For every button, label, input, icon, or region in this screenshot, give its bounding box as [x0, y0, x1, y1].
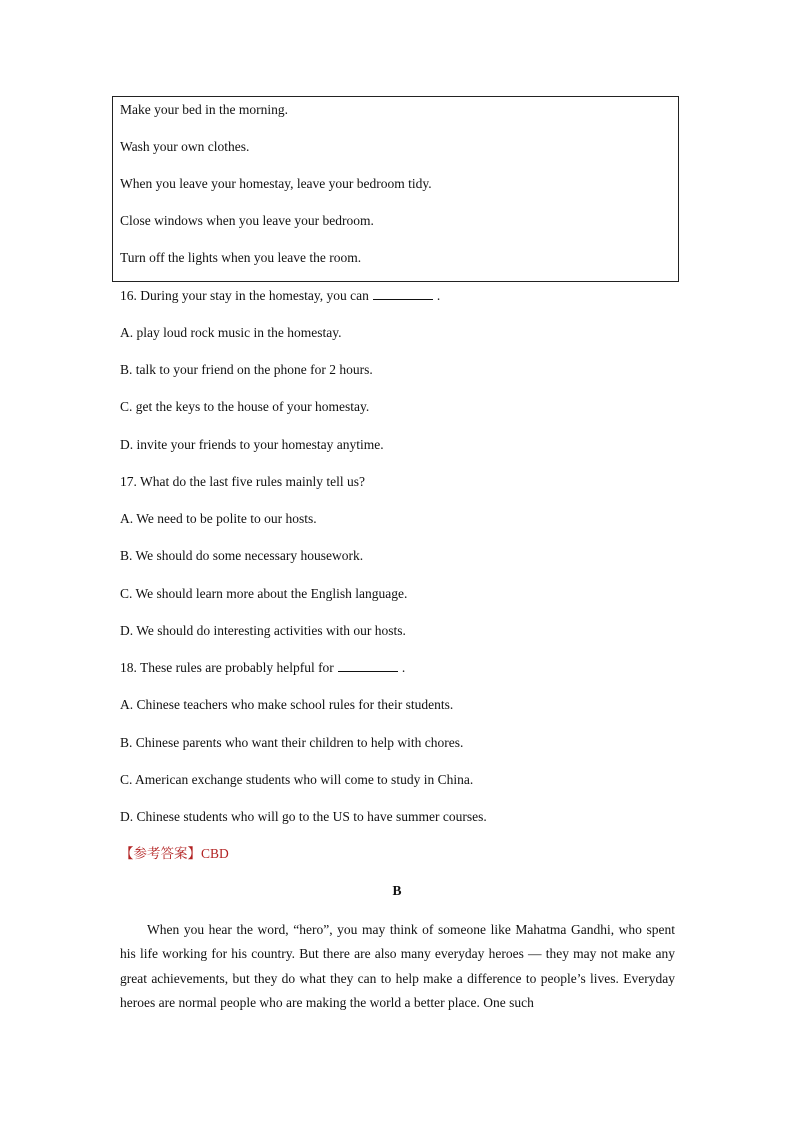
question-17: 17. What do the last five rules mainly tell us?: [120, 474, 365, 489]
q16-option-c: C. get the keys to the house of your homestay.: [120, 399, 370, 414]
question-16: [120, 287, 440, 305]
q18-option-d: D. Chinese students who will go to the US to have summer courses.: [120, 809, 487, 824]
rules-box: [112, 96, 679, 282]
section-title: B: [392, 883, 402, 898]
question-18: [120, 659, 405, 677]
q18-option-b: B. Chinese parents who want their children to help with chores.: [120, 735, 464, 750]
q16-option-b: B. talk to your friend on the phone for 2 hours.: [120, 362, 373, 377]
question-16-end: .: [436, 288, 441, 303]
q18-option-c: C. American exchange students who will come to study in China.: [120, 772, 474, 787]
answer-blank: [338, 659, 398, 672]
q17-option-a: A. We need to be polite to our hosts.: [120, 511, 317, 526]
rule-1: Make your bed in the morning.: [120, 102, 288, 117]
rule-5: Turn off the lights when you leave the room.: [120, 250, 362, 265]
passage-paragraph: When you hear the word, “hero”, you may think of someone like Mahatma Gandhi, who spent his life working for his country. But there are also many everyday heroes — they may not make any great achievements, but they do what they can to help make a difference to people’s lives. Everyday heroes are normal people who are making the world a better place. One such: [120, 922, 675, 1010]
q17-option-c: C. We should learn more about the English language.: [120, 586, 408, 601]
rule-2: Wash your own clothes.: [120, 139, 250, 154]
q16-option-d: D. invite your friends to your homestay anytime.: [120, 437, 384, 452]
q18-option-a: A. Chinese teachers who make school rules for their students.: [120, 697, 454, 712]
rule-3: When you leave your homestay, leave your bedroom tidy.: [120, 176, 432, 191]
question-18-stem: 18. These rules are probably helpful for: [120, 660, 334, 675]
answer-blank: [373, 287, 433, 300]
q16-option-a: A. play loud rock music in the homestay.: [120, 325, 342, 340]
reference-answer: 【参考答案】CBD: [120, 846, 229, 861]
q17-option-b: B. We should do some necessary housework.: [120, 548, 364, 563]
question-18-end: .: [401, 660, 406, 675]
q17-option-d: D. We should do interesting activities with our hosts.: [120, 623, 406, 638]
question-16-stem: 16. During your stay in the homestay, you can: [120, 288, 369, 303]
rule-4: Close windows when you leave your bedroom.: [120, 213, 374, 228]
